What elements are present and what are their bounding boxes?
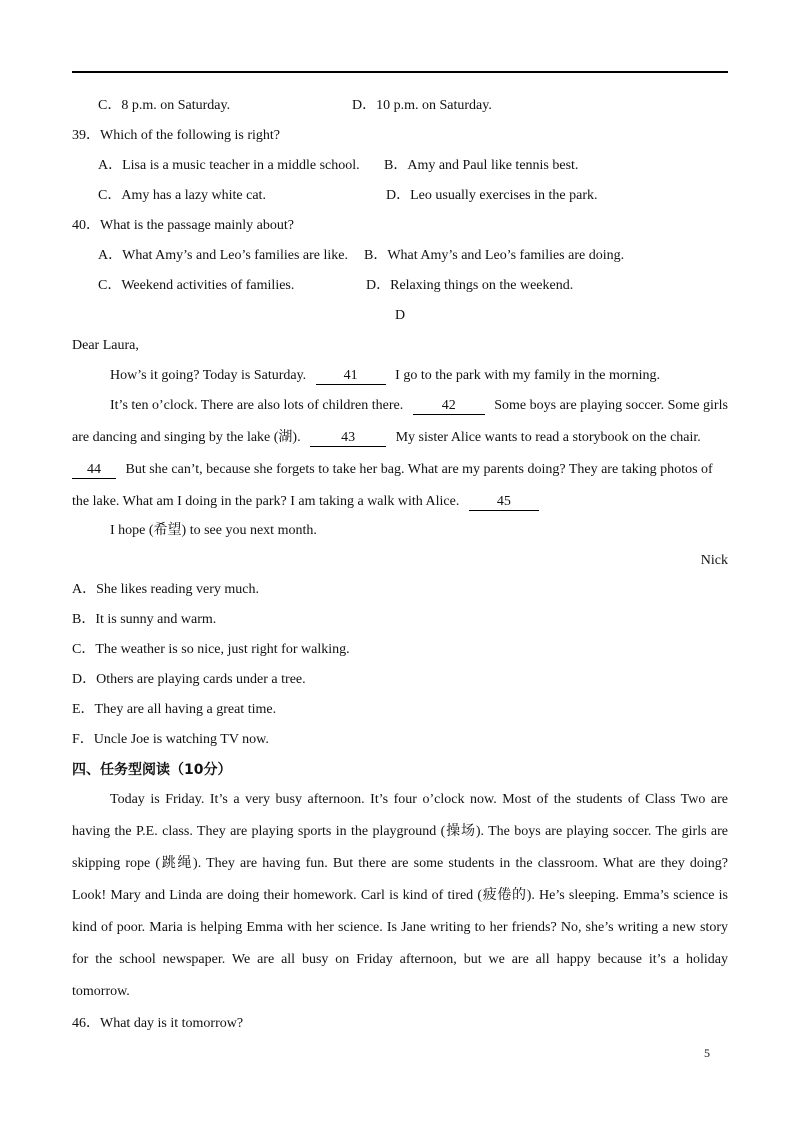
q46-stem: 46．What day is it tomorrow? [72, 1016, 244, 1031]
option-item: B．It is sunny and warm. [72, 612, 217, 627]
passage-line: tomorrow. [72, 984, 130, 999]
letter-text: My sister Alice wants to read a storybook on the chair. [395, 430, 701, 445]
page-number: 5 [704, 1046, 710, 1060]
q40-stem: 40．What is the passage mainly about? [72, 218, 294, 233]
option-item: E．They are all having a great time. [72, 702, 277, 717]
q38-option-d: D．10 p.m. on Saturday. [352, 98, 492, 113]
letter-text: Some boys are playing soccer. Some girls [494, 398, 728, 413]
letter-text: are dancing and singing by the lake (湖). [72, 430, 301, 445]
q40-option-a: A．What Amy’s and Leo’s families are like. [98, 248, 348, 263]
passage-line: for the school newspaper. We are all busy on Friday afternoon, but we are all happy because it’s a holiday [72, 952, 728, 967]
blank-42[interactable]: 42 [413, 398, 485, 415]
passage-line: Today is Friday. It’s a very busy afternoon. It’s four o’clock now. Most of the students of Class Two are [110, 792, 728, 807]
option-item: F．Uncle Joe is watching TV now. [72, 732, 269, 747]
passage-line: having the P.E. class. They are playing sports in the playground (操场). The boys are playing soccer. The girls are [72, 824, 728, 839]
letter-line-1 [110, 366, 660, 386]
section-heading: 四、任务型阅读（10分） [72, 762, 232, 778]
letter-line-5 [72, 492, 545, 512]
letter-signature: Nick [700, 553, 728, 568]
blank-44[interactable]: 44 [72, 462, 116, 479]
q39-option-a: A．Lisa is a music teacher in a middle school. [98, 158, 360, 173]
passage-line: Look! Mary and Linda are doing their homework. Carl is kind of tired (疲倦的). He’s sleeping. Emma’s science is [72, 888, 728, 903]
q40-option-b: B．What Amy’s and Leo’s families are doing. [364, 248, 625, 263]
letter-line-3 [72, 428, 701, 448]
q39-option-d: D．Leo usually exercises in the park. [386, 188, 598, 203]
option-item: D．Others are playing cards under a tree. [72, 672, 306, 687]
letter-line-6: I hope (希望) to see you next month. [110, 523, 317, 538]
header-rule [72, 71, 728, 73]
q39-stem: 39．Which of the following is right? [72, 128, 281, 143]
letter-text: But she can’t, because she forgets to take her bag. What are my parents doing? They are taking photos of [125, 462, 713, 477]
letter-line-2 [110, 396, 728, 416]
blank-45[interactable]: 45 [469, 494, 539, 511]
section-d-label: D [394, 308, 406, 323]
letter-greeting: Dear Laura, [72, 338, 139, 353]
passage-line: kind of poor. Maria is helping Emma with her science. Is Jane writing to her friends? No, she’s writing a new story [72, 920, 728, 935]
letter-text: the lake. What am I doing in the park? I am taking a walk with Alice. [72, 494, 460, 509]
option-item: A．She likes reading very much. [72, 582, 260, 597]
option-item: C．The weather is so nice, just right for walking. [72, 642, 350, 657]
q40-option-d: D．Relaxing things on the weekend. [366, 278, 574, 293]
q39-option-c: C．Amy has a lazy white cat. [98, 188, 266, 203]
letter-text: It’s ten o’clock. There are also lots of children there. [110, 398, 404, 413]
letter-line-4 [72, 460, 713, 480]
q40-option-c: C．Weekend activities of families. [98, 278, 295, 293]
q38-option-c: C．8 p.m. on Saturday. [98, 98, 231, 113]
blank-43[interactable]: 43 [310, 430, 386, 447]
letter-text: How’s it going? Today is Saturday. [110, 368, 307, 383]
letter-text: I go to the park with my family in the morning. [395, 368, 660, 383]
reading-passage [72, 784, 728, 1008]
passage-line: skipping rope (跳绳). They are having fun. But there are some students in the classroom. What are they doing? [72, 856, 728, 871]
blank-41[interactable]: 41 [316, 368, 386, 385]
q39-option-b: B．Amy and Paul like tennis best. [384, 158, 579, 173]
